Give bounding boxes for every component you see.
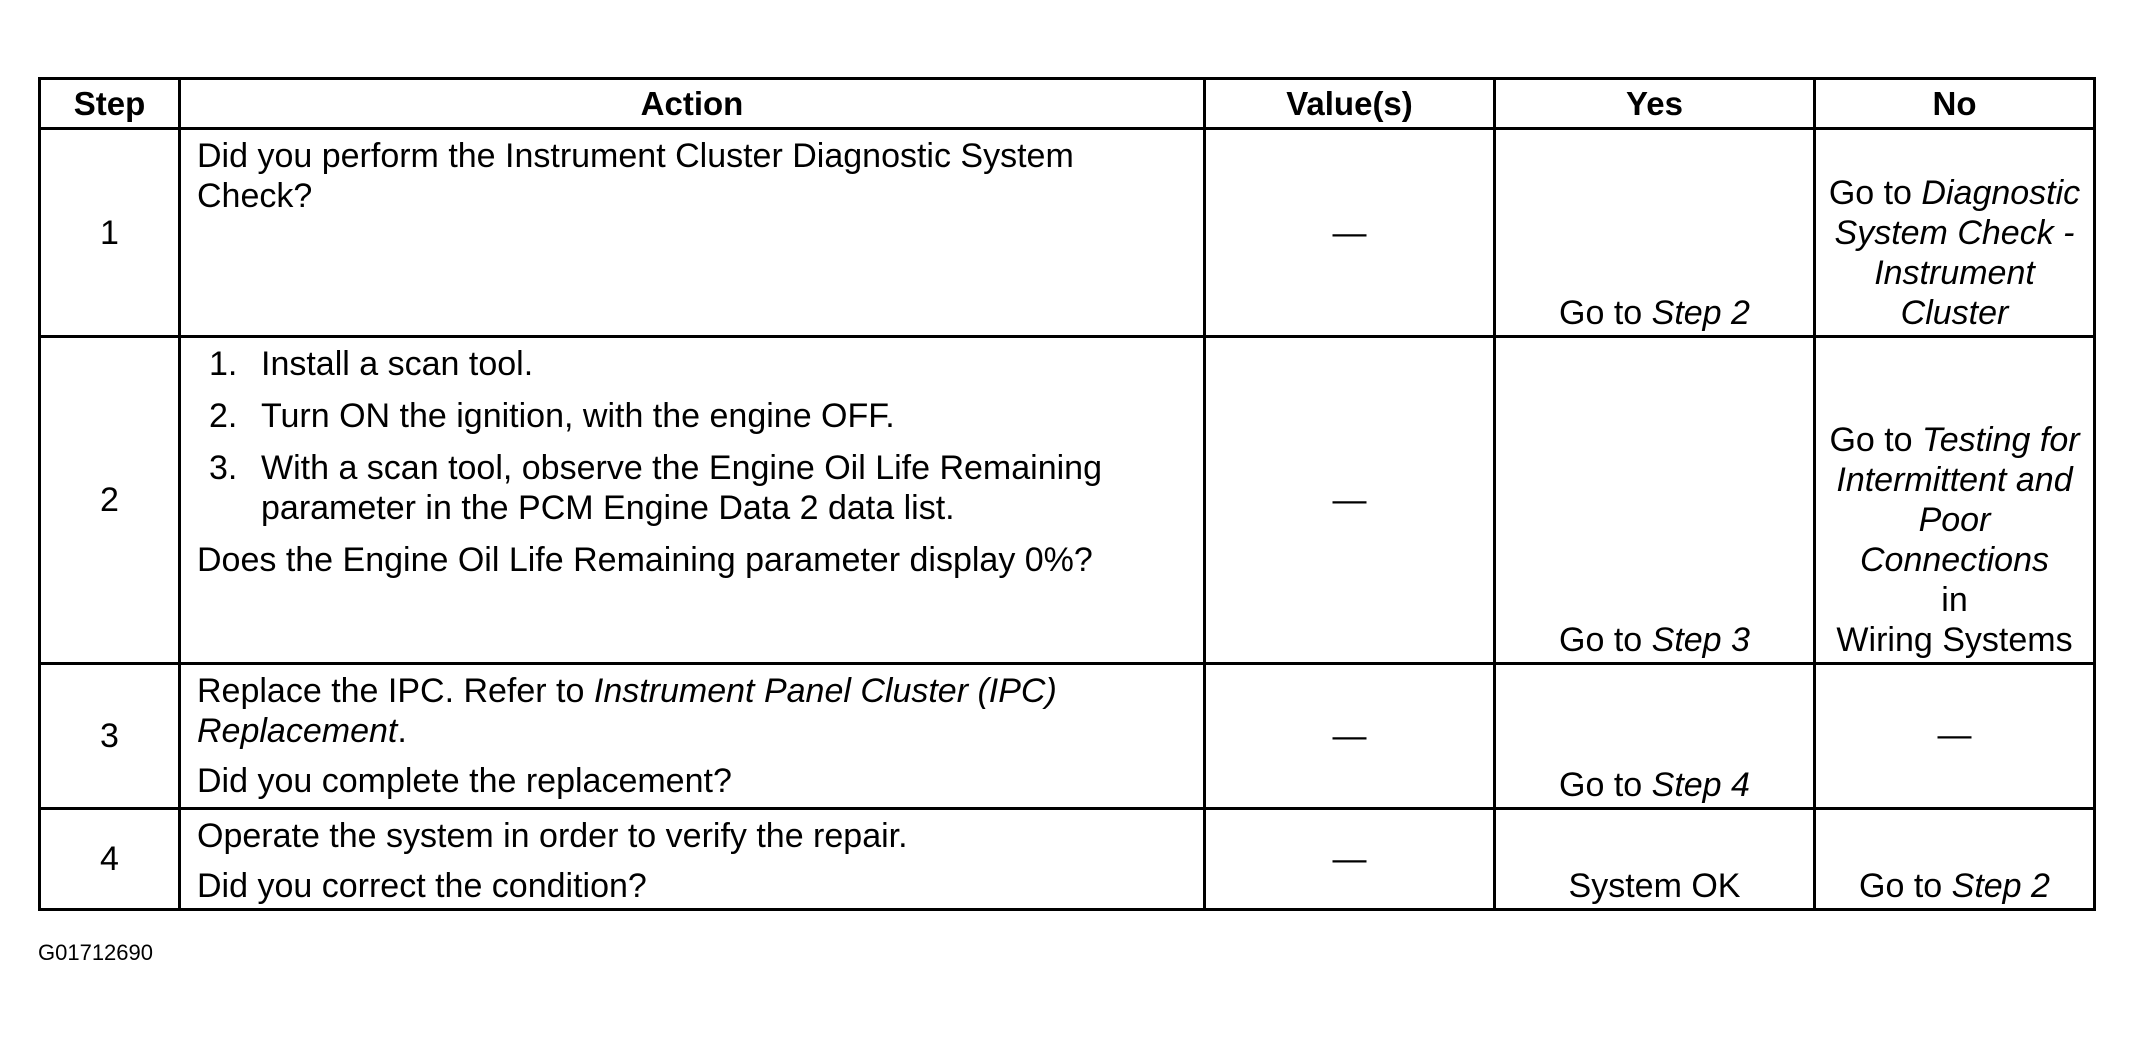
header-no: No <box>1815 79 2095 129</box>
values-dash: — <box>1332 717 1367 755</box>
no-cell <box>1815 337 2095 664</box>
action-text <box>197 671 1193 751</box>
action-prefix: Replace the IPC. Refer to <box>197 672 594 710</box>
yes-cell <box>1495 129 1815 337</box>
no-dash: — <box>1937 716 1972 754</box>
values-dash: — <box>1332 213 1367 252</box>
action-text: Operate the system in order to verify the repair. <box>197 817 908 855</box>
yes-prefix: Go to <box>1559 621 1652 659</box>
no-prefix: Go to <box>1828 174 1922 212</box>
no-prefix: Go to <box>1829 421 1923 459</box>
step-number: 2 <box>40 337 180 664</box>
list-number: 3. <box>209 449 238 487</box>
no-suffix-text: Wiring Systems <box>1836 621 2073 659</box>
list-text: Turn ON the ignition, with the engine OFF. <box>261 397 895 435</box>
table-row <box>40 809 2095 910</box>
action-question: Did you correct the condition? <box>197 867 647 905</box>
yes-step-link[interactable]: Step 4 <box>1651 766 1750 804</box>
yes-text: System OK <box>1568 867 1741 905</box>
list-text: With a scan tool, observe the Engine Oil Life Remaining parameter in the PCM Engine Data 2 data list. <box>261 449 1103 527</box>
diagnostic-table <box>38 77 2096 911</box>
action-suffix: . <box>397 712 407 750</box>
table-row <box>40 129 2095 337</box>
no-prefix: Go to <box>1859 867 1952 905</box>
yes-cell <box>1495 337 1815 664</box>
values-cell <box>1205 809 1495 910</box>
no-reference-link[interactable]: Diagnostic System Check - Instrument Cluster <box>1834 174 2081 332</box>
header-action: Action <box>180 79 1205 129</box>
list-text: Install a scan tool. <box>261 345 534 383</box>
action-steps-list <box>197 344 1193 528</box>
list-item <box>197 396 1193 436</box>
no-reference-link[interactable]: Testing for Intermittent and Poor Connections <box>1836 421 2080 579</box>
yes-prefix: Go to <box>1559 766 1652 804</box>
action-text: Did you perform the Instrument Cluster Diagnostic System Check? <box>197 137 1074 215</box>
step-number: 4 <box>40 809 180 910</box>
list-number: 1. <box>209 345 238 383</box>
step-number: 1 <box>40 129 180 337</box>
no-in-text: in <box>1941 581 1968 619</box>
no-cell <box>1815 129 2095 337</box>
header-step: Step <box>40 79 180 129</box>
action-question: Did you complete the replacement? <box>197 762 732 800</box>
action-cell <box>180 809 1205 910</box>
values-cell <box>1205 129 1495 337</box>
yes-step-link[interactable]: Step 3 <box>1651 621 1750 659</box>
action-reference-link[interactable]: Instrument Panel Cluster (IPC) Replacement <box>197 672 1057 750</box>
action-question: Does the Engine Oil Life Remaining parameter display 0%? <box>197 541 1093 579</box>
values-cell <box>1205 337 1495 664</box>
header-yes: Yes <box>1495 79 1815 129</box>
values-dash: — <box>1332 840 1367 878</box>
header-values: Value(s) <box>1205 79 1495 129</box>
no-cell <box>1815 664 2095 809</box>
list-item <box>197 448 1193 528</box>
figure-id: G01712690 <box>38 940 153 965</box>
action-cell <box>180 664 1205 809</box>
yes-step-link[interactable]: Step 2 <box>1651 294 1750 332</box>
list-number: 2. <box>209 397 238 435</box>
values-dash: — <box>1332 481 1367 519</box>
yes-cell <box>1495 809 1815 910</box>
action-cell <box>180 337 1205 664</box>
table-row <box>40 337 2095 664</box>
values-cell <box>1205 664 1495 809</box>
yes-prefix: Go to <box>1559 294 1652 332</box>
action-cell <box>180 129 1205 337</box>
yes-cell <box>1495 664 1815 809</box>
table-row <box>40 664 2095 809</box>
no-step-link[interactable]: Step 2 <box>1951 867 2050 905</box>
step-number: 3 <box>40 664 180 809</box>
no-cell <box>1815 809 2095 910</box>
header-row <box>40 79 2095 129</box>
list-item <box>197 344 1193 384</box>
